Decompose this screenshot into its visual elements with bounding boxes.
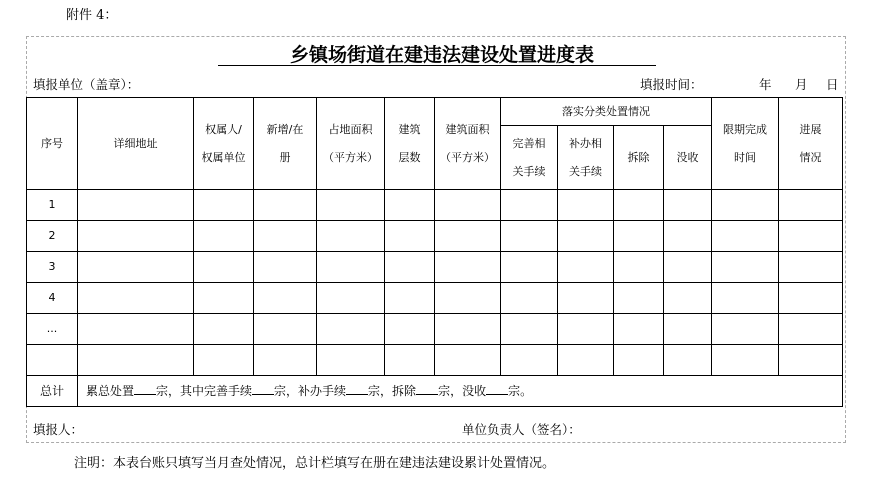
table-row — [27, 314, 843, 345]
header-supplement-line2: 关手续 — [569, 164, 602, 178]
header-address: 详细地址 — [78, 98, 194, 190]
fill-time-day: 日 — [826, 77, 839, 92]
header-status-line2: 册 — [279, 150, 291, 164]
header-progress — [779, 98, 843, 190]
total-row — [27, 376, 843, 407]
header-floors-line1: 建筑 — [398, 122, 421, 136]
header-owner-line2: 权属单位 — [201, 150, 246, 164]
title-text: 乡镇场街道在建违法建设处置进度表 — [289, 44, 594, 66]
header-progress-line1: 进展 — [799, 122, 822, 136]
header-area-line2: （平方米） — [323, 150, 378, 164]
header-improve — [501, 126, 558, 190]
progress-table — [26, 97, 843, 407]
row-seq: 2 — [27, 221, 78, 252]
header-seq: 序号 — [27, 98, 78, 190]
total-label: 总计 — [27, 376, 78, 407]
header-build-area — [435, 98, 501, 190]
footnote: 注明：本表台账只填写当月查处情况，总计栏填写在册在建违法建设累计处置情况。 — [74, 456, 556, 471]
total-text-6: 宗。 — [508, 383, 533, 398]
row-seq — [27, 345, 78, 376]
header-improve-line1: 完善相 — [512, 136, 546, 150]
page-title — [0, 40, 884, 67]
header-row-1 — [27, 98, 843, 126]
leader-signature-label: 单位负责人（签名）： — [462, 422, 581, 437]
header-build-area-line1: 建筑面积 — [445, 122, 490, 136]
attachment-label: 附件 4： — [66, 8, 118, 23]
header-disposal-group: 落实分类处置情况 — [501, 98, 712, 126]
fill-time-label: 填报时间： — [640, 77, 703, 92]
table-row — [27, 221, 843, 252]
total-text-5: 宗，没收 — [438, 383, 487, 398]
total-blank-improve[interactable] — [252, 384, 274, 395]
header-supplement-line1: 补办相 — [569, 136, 602, 150]
header-floors-line2: 层数 — [398, 150, 421, 164]
header-owner-line1: 权属人/ — [205, 122, 242, 136]
total-summary — [78, 376, 843, 407]
total-text-3: 宗，补办手续 — [274, 383, 347, 398]
total-blank-all[interactable] — [134, 384, 156, 395]
total-text-1: 累总处置 — [86, 383, 135, 398]
table-row — [27, 283, 843, 314]
header-deadline-line1: 限期完成 — [723, 122, 767, 136]
header-progress-line2: 情况 — [799, 150, 822, 164]
header-improve-line2: 关手续 — [512, 164, 546, 178]
total-blank-demolish[interactable] — [416, 384, 438, 395]
row-seq: 1 — [27, 190, 78, 221]
row-seq: 4 — [27, 283, 78, 314]
header-owner — [194, 98, 254, 190]
fill-time-month: 月 — [795, 77, 808, 92]
header-floors — [385, 98, 435, 190]
header-area — [317, 98, 385, 190]
total-text-4: 宗，拆除 — [368, 383, 417, 398]
table-row — [27, 345, 843, 376]
header-area-line1: 占地面积 — [328, 122, 373, 136]
title-underline — [218, 65, 656, 66]
total-text-2: 宗，其中完善手续 — [156, 383, 253, 398]
total-blank-confiscate[interactable] — [486, 384, 508, 395]
fill-unit-label: 填报单位（盖章）： — [33, 77, 140, 92]
row-seq: 3 — [27, 252, 78, 283]
header-demolish: 拆除 — [614, 126, 664, 190]
header-build-area-line2: （平方米） — [440, 150, 495, 164]
fill-time-year: 年 — [759, 77, 772, 92]
header-deadline — [712, 98, 779, 190]
header-deadline-line2: 时间 — [734, 150, 756, 164]
header-status-line1: 新增/在 — [266, 122, 304, 136]
table-row — [27, 252, 843, 283]
header-status — [254, 98, 317, 190]
header-supplement — [558, 126, 614, 190]
total-blank-supplement[interactable] — [346, 384, 368, 395]
reporter-label: 填报人： — [33, 422, 84, 437]
row-seq: ... — [27, 314, 78, 345]
header-confiscate: 没收 — [664, 126, 712, 190]
table-row — [27, 190, 843, 221]
